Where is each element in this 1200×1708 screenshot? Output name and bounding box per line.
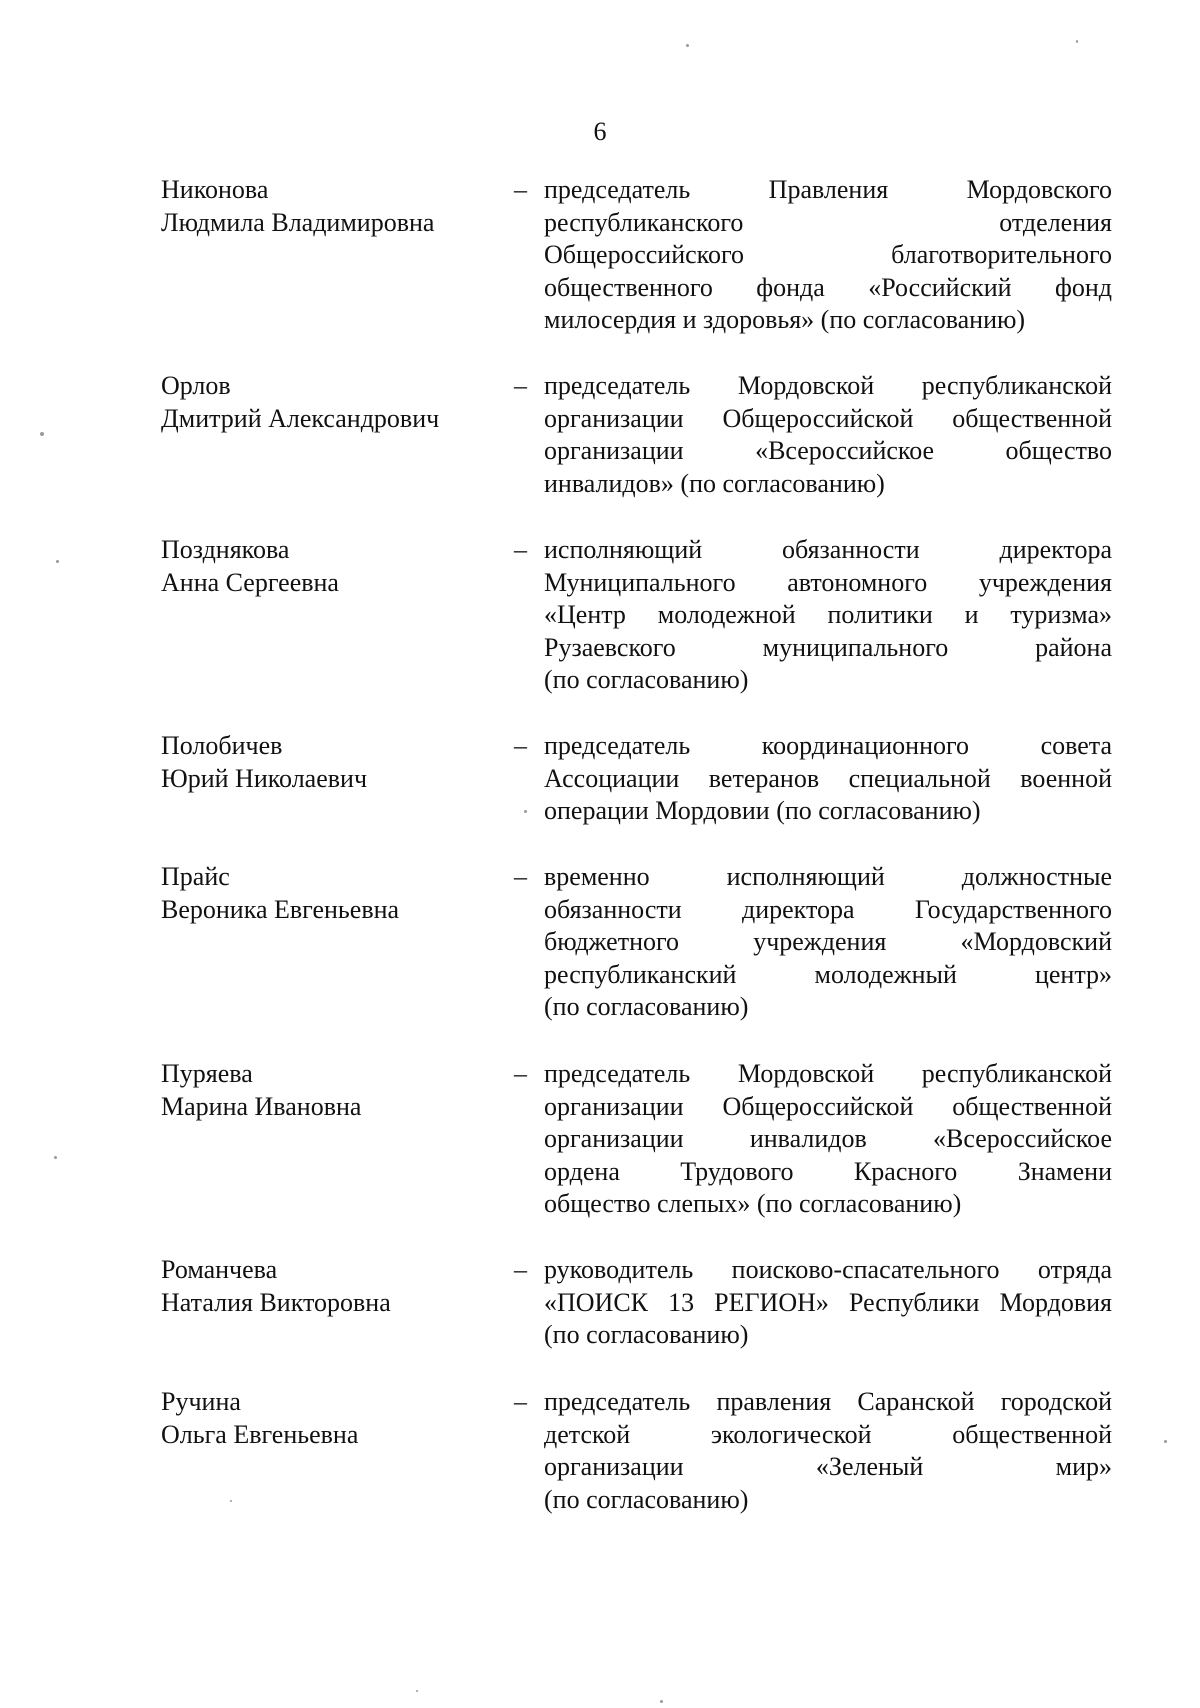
role-line: «Центр молодежной политики и туризма» — [544, 600, 1112, 629]
member-name — [161, 730, 491, 795]
role-line: председатель координационного совета — [544, 731, 1112, 760]
member-given-names: Анна Сергеевна — [161, 567, 339, 597]
member-given-names: Марина Ивановна — [161, 1091, 362, 1121]
role-line: операции Мордовии (по согласованию) — [544, 796, 981, 825]
member-surname: Орлов — [161, 371, 231, 400]
member-given-names: Вероника Евгеньевна — [161, 894, 400, 924]
role-line: организации Общероссийской общественной — [544, 1091, 1112, 1121]
member-name — [161, 1058, 491, 1123]
role-line: инвалидов» (по согласованию) — [544, 468, 885, 498]
member-surname: Позднякова — [161, 535, 290, 564]
separator-dash: – — [514, 862, 527, 891]
role-line: организации Общероссийской общественной — [544, 403, 1112, 433]
role-line: республиканский молодежный центр» — [544, 959, 1112, 989]
role-line: общество слепых» (по согласованию) — [544, 1189, 962, 1218]
member-given-names: Юрий Николаевич — [161, 763, 368, 793]
separator-dash: – — [514, 175, 527, 204]
scan-speck — [524, 810, 527, 813]
member-role — [544, 861, 1112, 1024]
role-line: Ассоциации ветеранов специальной военной — [544, 763, 1112, 793]
scan-speck — [1164, 1440, 1167, 1443]
member-surname: Романчева — [161, 1255, 278, 1284]
member-name — [161, 370, 491, 435]
separator-dash: – — [514, 535, 527, 564]
role-line: «ПОИСК 13 РЕГИОН» Республики Мордовия — [544, 1287, 1112, 1317]
member-surname: Пуряева — [161, 1059, 253, 1088]
separator-dash: – — [514, 371, 527, 400]
role-line: председатель Мордовской республиканской — [544, 1059, 1112, 1088]
scan-speck — [40, 432, 44, 436]
member-name — [161, 1254, 491, 1319]
member-surname: Никонова — [161, 175, 269, 204]
scan-speck — [660, 1700, 663, 1703]
scan-speck — [686, 44, 689, 47]
member-name — [161, 861, 491, 926]
role-line: ордена Трудового Красного Знамени — [544, 1156, 1112, 1186]
role-line: Рузаевского муниципального района — [544, 632, 1112, 662]
member-role — [544, 730, 1112, 828]
separator-dash: – — [514, 1255, 527, 1284]
member-surname: Прайс — [161, 862, 230, 891]
member-role — [544, 1386, 1112, 1516]
role-line: Общероссийского благотворительного — [544, 240, 1112, 269]
role-line: исполняющий обязанности директора — [544, 535, 1112, 564]
member-role — [544, 534, 1112, 697]
role-line: (по согласованию) — [544, 992, 749, 1021]
role-line: руководитель поисково-спасательного отряда — [544, 1255, 1112, 1284]
role-line: организации инвалидов «Всероссийское — [544, 1124, 1112, 1153]
member-role — [544, 1254, 1112, 1352]
role-line: (по согласованию) — [544, 1484, 749, 1514]
scan-speck — [416, 1690, 418, 1692]
role-line: милосердия и здоровья» (по согласованию) — [544, 305, 1026, 334]
separator-dash: – — [514, 1059, 527, 1088]
role-line: республиканского отделения — [544, 207, 1112, 237]
member-role — [544, 1058, 1112, 1221]
role-line: председатель Правления Мордовского — [544, 175, 1112, 204]
role-line: обязанности директора Государственного — [544, 894, 1112, 924]
role-line: (по согласованию) — [544, 1320, 749, 1349]
role-line: детской экологической общественной — [544, 1419, 1112, 1449]
role-line: организации «Зеленый мир» — [544, 1452, 1112, 1481]
member-role — [544, 174, 1112, 337]
role-line: бюджетного учреждения «Мордовский — [544, 927, 1112, 956]
member-given-names: Ольга Евгеньевна — [161, 1419, 359, 1449]
role-line: (по согласованию) — [544, 665, 749, 694]
separator-dash: – — [514, 731, 527, 760]
member-name — [161, 534, 491, 599]
page-number: 6 — [593, 117, 607, 146]
member-role — [544, 370, 1112, 500]
role-line: общественного фонда «Российский фонд — [544, 272, 1112, 302]
role-line: председатель Мордовской республиканской — [544, 371, 1112, 400]
member-name — [161, 174, 491, 239]
role-line: председатель правления Саранской городской — [544, 1387, 1112, 1416]
scan-speck — [230, 1500, 232, 1502]
scan-speck — [54, 1156, 57, 1159]
member-name — [161, 1386, 491, 1451]
member-surname: Ручина — [161, 1387, 241, 1416]
member-given-names: Людмила Владимировна — [161, 207, 435, 237]
member-given-names: Дмитрий Александрович — [161, 403, 440, 433]
role-line: организации «Всероссийское общество — [544, 436, 1112, 465]
member-surname: Полобичев — [161, 731, 283, 760]
role-line: Муниципального автономного учреждения — [544, 567, 1112, 597]
member-given-names: Наталия Викторовна — [161, 1287, 391, 1317]
scan-speck — [1076, 40, 1078, 43]
scan-speck — [56, 560, 59, 563]
role-line: временно исполняющий должностные — [544, 862, 1112, 891]
separator-dash: – — [514, 1387, 527, 1416]
